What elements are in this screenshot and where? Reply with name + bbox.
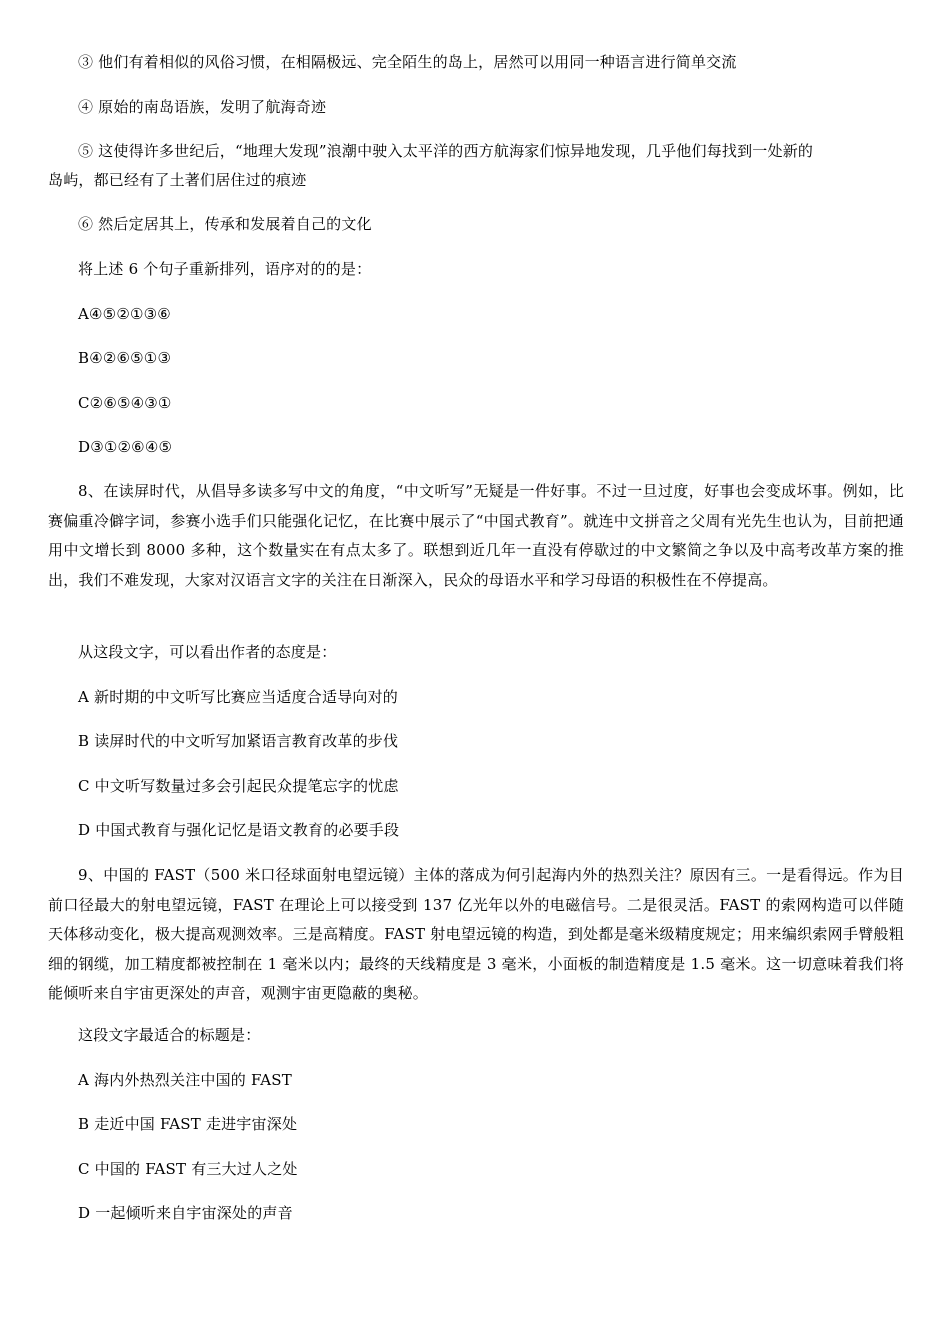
q7-sentence-5-line-2: 岛屿，都已经有了土著们居住过的痕迹 bbox=[48, 171, 307, 189]
q9-option-a: A 海内外热烈关注中国的 FAST bbox=[78, 1071, 292, 1089]
q8-option-b: B 读屏时代的中文听写加紧语言教育改革的步伐 bbox=[78, 732, 399, 750]
q8-option-a: A 新时期的中文听写比赛应当适度合适导向对的 bbox=[78, 688, 399, 706]
q7-option-b: B④②⑥⑤①③ bbox=[78, 349, 172, 367]
q8-paragraph: 8、在读屏时代，从倡导多读多写中文的角度，“中文听写”无疑是一件好事。不过一旦过度，好事也会变成坏事。例如，比赛偏重冷僻字词，参赛小选手们只能强化记忆，在比赛中展示了“中国式教育”。就连中文拼音之父周有光先生也认为，目前把通用中文增长到 8000 多种，这个数量实在有点太多了。联想到近几年一直没有停歇过的中文繁简之争以及中高考改革方案的推出，我们不难发现，大家对汉语言文字的关注在日渐深入，民众的母语水平和学习母语的积极性在不停提高。 bbox=[48, 482, 904, 589]
q7-sentence-5-line-1: ⑤ 这使得许多世纪后，“地理大发现”浪潮中驶入太平洋的西方航海家们惊异地发现，几乎他们每找到一处新的 bbox=[78, 142, 814, 160]
q7-option-a: A④⑤②①③⑥ bbox=[78, 305, 171, 323]
q7-question-prompt: 将上述 6 个句子重新排列，语序对的的是： bbox=[78, 260, 372, 278]
q8-question-prompt: 从这段文字，可以看出作者的态度是： bbox=[78, 643, 337, 661]
q8-option-d: D 中国式教育与强化记忆是语文教育的必要手段 bbox=[78, 821, 400, 839]
q7-option-d: D③①②⑥④⑤ bbox=[78, 438, 173, 456]
q9-option-b: B 走近中国 FAST 走进宇宙深处 bbox=[78, 1115, 298, 1133]
q9-question-prompt: 这段文字最适合的标题是： bbox=[78, 1026, 261, 1044]
q7-sentence-3: ③ 他们有着相似的风俗习惯，在相隔极远、完全陌生的岛上，居然可以用同一种语言进行简单交流 bbox=[78, 53, 737, 71]
q7-sentence-6: ⑥ 然后定居其上，传承和发展着自己的文化 bbox=[78, 215, 372, 233]
q9-paragraph: 9、中国的 FAST（500 米口径球面射电望远镜）主体的落成为何引起海内外的热烈关注？原因有三。一是看得远。作为目前口径最大的射电望远镜，FAST 在理论上可以接受到 137 亿光年以外的电磁信号。二是很灵活。FAST 的索网构造可以伴随天体移动变化，极大提高观测效率。三是高精度。FAST 射电望远镜的构造，到处都是毫米级精度规定；用来编织索网手臂般粗细的钢缆，加工精度都被控制在 1 毫米以内；最终的天线精度是 3 毫米，小面板的制造精度是 1.5 毫米。这一切意味着我们将能倾听来自宇宙更深处的声音，观测宇宙更隐蔽的奥秘。 bbox=[48, 866, 904, 1002]
q8-option-c: C 中文听写数量过多会引起民众提笔忘字的忧虑 bbox=[78, 777, 399, 795]
q7-option-c: C②⑥⑤④③① bbox=[78, 394, 172, 412]
q9-option-d: D 一起倾听来自宇宙深处的声音 bbox=[78, 1204, 293, 1222]
q9-option-c: C 中国的 FAST 有三大过人之处 bbox=[78, 1160, 298, 1178]
q7-sentence-4: ④ 原始的南岛语族，发明了航海奇迹 bbox=[78, 98, 327, 116]
